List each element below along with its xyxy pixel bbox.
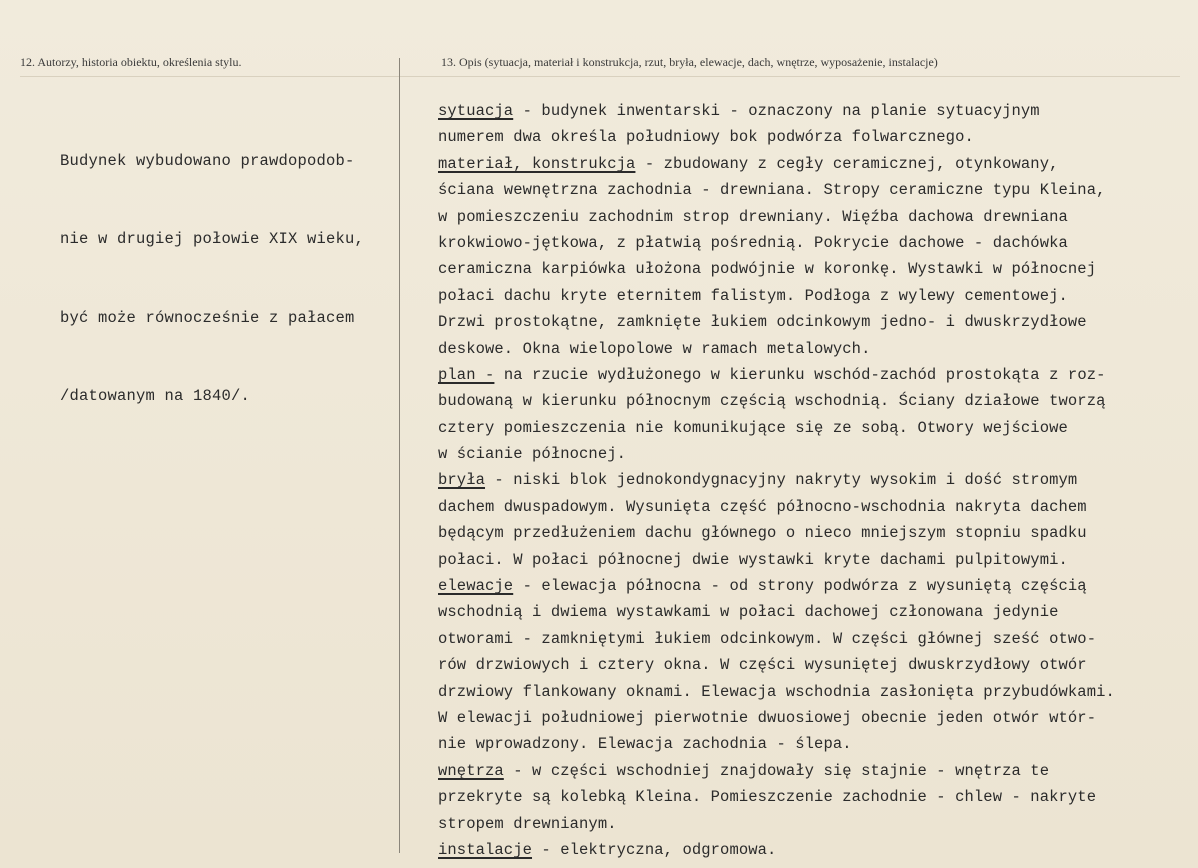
- description-line: [438, 573, 1188, 599]
- description-line: [438, 388, 1188, 414]
- description-line: [438, 626, 1188, 652]
- line-text: dachem dwuspadowym. Wysunięta część północno-wschodnia nakryta dachem: [438, 497, 1087, 516]
- description-line: [438, 784, 1188, 810]
- description-line: [438, 309, 1188, 335]
- description-line: [438, 98, 1188, 124]
- description-line: [438, 256, 1188, 282]
- line-text: Drzwi prostokątne, zamknięte łukiem odcinkowym jedno- i dwuskrzydłowe: [438, 313, 1087, 332]
- line-text: budowaną w kierunku północnym częścią wschodnią. Ściany działowe tworzą: [438, 392, 1106, 411]
- line-text: nie wprowadzony. Elewacja zachodnia - ślepa.: [438, 735, 852, 754]
- line-text: na rzucie wydłużonego w kierunku wschód-zachód prostokąta z roz-: [494, 365, 1106, 384]
- column-divider: [399, 58, 400, 853]
- description-line: [438, 283, 1188, 309]
- description-line: [438, 731, 1188, 757]
- description-line: [438, 415, 1188, 441]
- description-line: [438, 204, 1188, 230]
- line-text: - w części wschodniej znajdowały się stajnie - wnętrza te: [503, 761, 1050, 780]
- line-text: - budynek inwentarski - oznaczony na planie sytuacyjnym: [513, 102, 1040, 120]
- description-text: [438, 98, 1188, 863]
- description-line: [438, 679, 1188, 705]
- line-text: stropem drewnianym.: [438, 814, 617, 833]
- line-text: W elewacji południowej pierwotnie dwuosiowej obecnie jeden otwór wtór-: [438, 708, 1097, 727]
- description-line: [438, 467, 1188, 493]
- line-text: - elektryczna, odgromowa.: [532, 840, 777, 859]
- description-line: [438, 811, 1188, 837]
- line-text: ceramiczna karpiówka ułożona podwójnie w koronkę. Wystawki w północnej: [438, 260, 1097, 279]
- section-term: instalacje: [438, 840, 533, 859]
- description-line: [438, 441, 1188, 467]
- description-line: [438, 520, 1188, 546]
- line-text: przekryte są kolebką Kleina. Pomieszczenie zachodnie - chlew - nakryte: [438, 788, 1097, 807]
- line-text: deskowe. Okna wielopolowe w ramach metalowych.: [438, 339, 871, 358]
- description-line: [438, 151, 1188, 177]
- left-line: być może równocześnie z pałacem: [60, 308, 355, 327]
- description-line: [438, 494, 1188, 520]
- line-text: drzwiowy flankowany oknami. Elewacja wschodnia zasłonięta przybudówkami.: [438, 682, 1115, 701]
- description-line: [438, 124, 1188, 150]
- section-12-header: 12. Autorzy, historia obiektu, określenia stylu.: [20, 55, 242, 69]
- left-line: nie w drugiej połowie XIX wieku,: [60, 230, 365, 249]
- authors-history-text: [60, 96, 395, 462]
- line-text: połaci. W połaci północnej dwie wystawki kryte dachami pulpitowymi.: [438, 550, 1068, 569]
- section-term: wnętrza: [438, 761, 504, 780]
- description-line: [438, 547, 1188, 573]
- description-line: [438, 230, 1188, 256]
- section-13-header: 13. Opis (sytuacja, materiał i konstrukcja, rzut, bryła, elewacje, dach, wnętrze, wyposażenie, instalacje): [441, 55, 938, 69]
- description-line: [438, 652, 1188, 678]
- line-text: ściana wewnętrzna zachodnia - drewniana. Stropy ceramiczne typu Kleina,: [438, 181, 1106, 200]
- description-line: [438, 177, 1188, 203]
- line-text: - elewacja północna - od strony podwórza z wysuniętą częścią: [513, 577, 1087, 596]
- line-text: rów drzwiowych i cztery okna. W części wysuniętej dwuskrzydłowy otwór: [438, 656, 1087, 675]
- line-text: w pomieszczeniu zachodnim strop drewniany. Więźba dachowa drewniana: [438, 207, 1068, 226]
- section-term: plan -: [438, 365, 495, 384]
- line-text: otworami - zamkniętymi łukiem odcinkowym. W części głównej sześć otwo-: [438, 629, 1097, 648]
- line-text: - niski blok jednokondygnacyjny nakryty wysokim i dość stromym: [485, 471, 1078, 490]
- description-line: [438, 336, 1188, 362]
- line-text: krokwiowo-jętkowa, z płatwią pośrednią. Pokrycie dachowe - dachówka: [438, 233, 1068, 252]
- section-term: bryła: [438, 471, 486, 490]
- left-line: /datowanym na 1840/.: [60, 387, 251, 406]
- left-line: Budynek wybudowano prawdopodob-: [60, 152, 355, 170]
- line-text: cztery pomieszczenia nie komunikujące się ze sobą. Otwory wejściowe: [438, 418, 1068, 437]
- section-term: sytuacja: [438, 102, 514, 120]
- section-term: elewacje: [438, 577, 514, 596]
- line-text: - zbudowany z cegły ceramicznej, otynkowany,: [635, 154, 1059, 173]
- line-text: będącym przedłużeniem dachu głównego o nieco mniejszym stopniu spadku: [438, 524, 1087, 543]
- description-line: [438, 705, 1188, 731]
- description-line: [438, 362, 1188, 388]
- header-rule: [20, 76, 1180, 77]
- line-text: w ścianie północnej.: [438, 445, 627, 464]
- line-text: wschodnią i dwiema wystawkami w połaci dachowej członowana jedynie: [438, 603, 1059, 622]
- line-text: numerem dwa określa południowy bok podwórza folwarcznego.: [438, 128, 974, 147]
- line-text: połaci dachu kryte eternitem falistym. Podłoga z wylewy cementowej.: [438, 286, 1068, 305]
- section-term: materiał, konstrukcja: [438, 154, 636, 173]
- description-line: [438, 758, 1188, 784]
- description-line: [438, 599, 1188, 625]
- description-line: [438, 837, 1188, 863]
